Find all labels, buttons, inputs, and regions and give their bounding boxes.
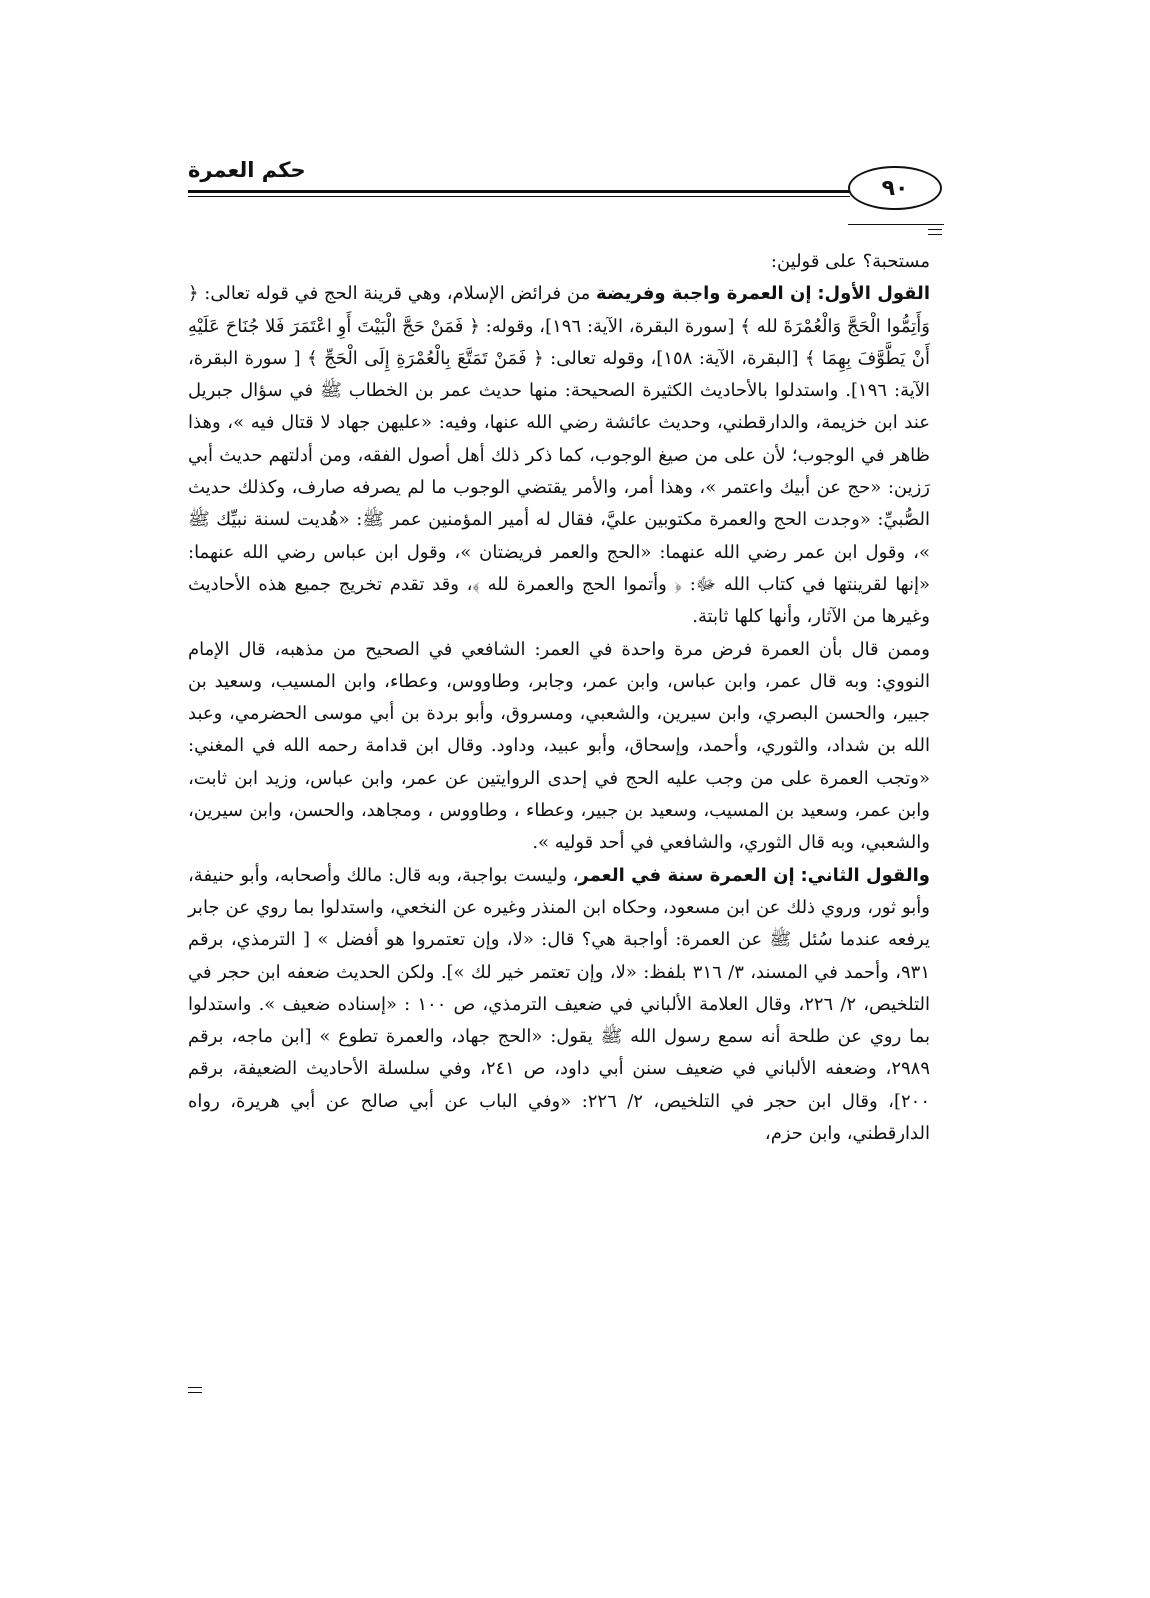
paragraph-second-opinion [188,860,930,1151]
page-header-title: حكم العمرة [188,158,306,182]
page-number-underline [848,224,944,225]
paragraph-first-opinion [188,278,930,633]
second-opinion-text: ، وليست بواجبة، وبه قال: مالك وأصحابه، وأبو حنيفة، وأبو ثور، وروي ذلك عن ابن مسعود، وحكاه ابن المنذر وغيره عن النخعي، واستدلوا بما روي عن جابر يرفعه عندما سُئل ﷺ عن العمرة: أواجبة هي؟ قال: «لا، وإن تعتمروا هو أفضل » [ الترمذي، برقم ٩٣١، وأحمد في المسند، ٣/ ٣١٦ بلفظ: «لا، وإن تعتمر خير لك »]. ولكن الحديث ضعفه ابن حجر في التلخيص، ٢/ ٢٢٦، وقال العلامة الألباني في ضعيف الترمذي، ص ١٠٠ : «إسناده ضعيف ». واستدلوا بما روي عن طلحة أنه سمع رسول الله ﷺ يقول: «الحج جهاد، والعمرة تطوع » [ابن ماجه، برقم ٢٩٨٩، وضعفه الألباني في ضعيف سنن أبي داود، ص ٢٤١، وفي سلسلة الأحاديث الضعيفة، برقم ٢٠٠]، وقال ابن حجر في التلخيص، ٢/ ٢٢٦: «وفي الباب عن أبي صالح عن أبي هريرة، رواه الدارقطني، وابن حزم، [188,864,931,1145]
second-opinion-lead: إن العمرة سنة في العمر [578,864,795,886]
continuation-mark-bottom [188,1387,202,1393]
first-opinion-label: القول الأول: [817,283,930,305]
page-number: ٩٠ [881,175,909,201]
intro-line: مستحبة؟ على قولين: [770,251,930,272]
page-body [188,246,930,1150]
continuation-mark-top [928,229,942,235]
header-rule [188,190,850,193]
paragraph-those-who-said: وممن قال بأن العمرة فرض مرة واحدة في العمر: الشافعي في الصحيح من مذهبه، قال الإمام النووي: وبه قال عمر، وابن عباس، وابن عمر، وجابر، وطاووس، وعطاء، وابن المسيب، وسعيد بن جبير، والحسن البصري، وابن سيرين، والشعبي، ومسروق، وأبو بردة بن أبي موسى الحضرمي، وعبد الله بن شداد، والثوري، وأحمد، وإسحاق، وأبو عبيد، وداود. وقال ابن قدامة رحمه الله في المغني: «وتجب العمرة على من وجب عليه الحج في إحدى الروايتين عن عمر، وابن عباس، وزيد ابن ثابت، وابن عمر، وسعيد بن المسيب، وسعيد بن جبير، وعطاء ، وطاووس ، ومجاهد، والحسن، وابن سيرين، والشعبي، وبه قال الثوري، والشافعي في أحد قوليه ». [188,638,930,854]
header-rule-thin [188,196,850,197]
page-number-badge [848,166,942,210]
second-opinion-label: والقول الثاني: [800,864,930,886]
first-opinion-text: من فرائض الإسلام، وهي قرينة الحج في قوله تعالى: ﴿ وَأَتِمُّوا الْحَجَّ وَالْعُمْرَةَ لله ﴾ [سورة البقرة، الآية: ١٩٦]، وقوله: ﴿ فَمَنْ حَجَّ الْبَيْتَ أَوِ اعْتَمَرَ فَلا جُنَاحَ عَلَيْهِ أَنْ يَطَّوَّفَ بِهِمَا ﴾ [البقرة، الآية: ١٥٨]، وقوله تعالى: ﴿ فَمَنْ تَمَتَّعَ بِالْعُمْرَةِ إِلَى الْحَجِّ ﴾ [ سورة البقرة، الآية: ١٩٦]. واستدلوا بالأحاديث الكثيرة الصحيحة: منها حديث عمر بن الخطاب ﷺ في سؤال جبريل عند ابن خزيمة، والدارقطني، وحديث عائشة رضي الله عنها، وفيه: «عليهن جهاد لا قتال فيه »، وهذا ظاهر في الوجوب؛ لأن على من صيغ الوجوب، كما ذكر ذلك أهل أصول الفقه، ومن أدلتهم حديث أبي رَزين: «حج عن أبيك واعتمر »، وهذا أمر، والأمر يقتضي الوجوب ما لم يصرفه صارف، وكذلك حديث الصُّبيِّ: «وجدت الحج والعمرة مكتوبين عليَّ، فقال له أمير المؤمنين عمر ﷺ: «هُديت لسنة نبيِّك ﷺ »، وقول ابن عمر رضي الله عنهما: «الحج والعمر فريضتان »، وقول ابن عباس رضي الله عنهما: «إنها لقرينتها في كتاب الله ﷻ: ﴿ وأتموا الحج والعمرة لله ﴾، وقد تقدم تخريج جميع هذه الأحاديث وغيرها من الآثار، وأنها كلها ثابتة. [188,283,930,628]
first-opinion-lead: إن العمرة واجبة وفريضة [595,283,812,305]
